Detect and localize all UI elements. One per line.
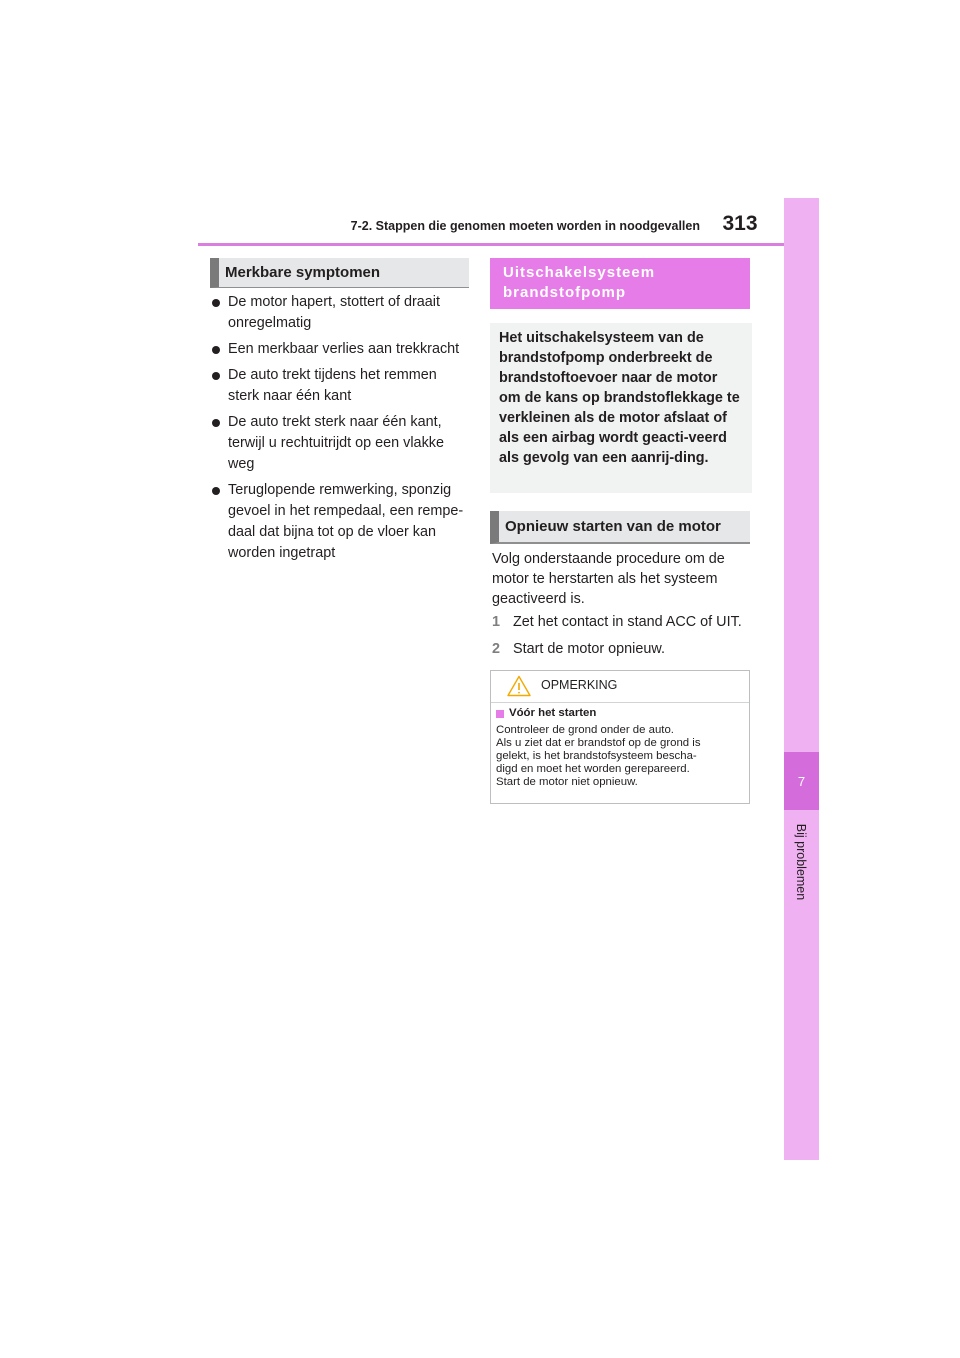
step-text: Zet het contact in stand ACC of UIT.	[513, 614, 742, 630]
step-item	[492, 639, 750, 659]
header-title: 7-2. Stappen die genomen moeten worden in noodgevallen	[350, 219, 700, 233]
notice-subheading-text: Vóór het starten	[509, 707, 597, 719]
notice-line: digd en moet het worden gerepareerd.	[496, 763, 690, 775]
notice-line: Controleer de grond onder de auto.	[496, 724, 674, 736]
list-item-text: De auto trekt tijdens het remmen sterk naar één kant	[228, 367, 437, 404]
notice-line: Als u ziet dat er brandstof op de grond is	[496, 737, 701, 749]
section-heading-restart-text: Opnieuw starten van de motor	[505, 518, 721, 535]
step-number: 1	[492, 614, 501, 630]
bullet-icon	[212, 299, 220, 307]
list-item	[211, 292, 471, 334]
info-box-text: Het uitschakelsysteem van de brandstofpomp onderbreekt de brandstoftoevoer naar de motor om de kans op brandstoflekkage te verkleinen als de motor afslaat of als een airbag wordt geacti-veerd als gevolg van een aanrij-ding.	[499, 330, 740, 466]
list-item	[211, 365, 471, 407]
step-text: Start de motor opnieuw.	[513, 641, 665, 657]
list-item-text: De motor hapert, stottert of draait onregelmatig	[228, 294, 440, 331]
section-heading-symptoms-text: Merkbare symptomen	[225, 264, 381, 281]
list-item-text: Teruglopende remwerking, sponzig gevoel in het rempedaal, een rempe-daal dat bijna tot op de vloer kan worden ingetrapt	[228, 482, 464, 561]
list-item	[211, 480, 471, 564]
list-item	[211, 339, 471, 360]
section-heading-fuel-pump-line2: brandstofpomp	[503, 284, 626, 301]
page-number: 313	[722, 212, 758, 235]
step-item	[492, 612, 750, 632]
restart-steps	[492, 612, 750, 666]
restart-intro: Volg onderstaande procedure om de motor te herstarten als het systeem geactiveerd is.	[492, 551, 725, 607]
warning-icon	[507, 675, 531, 697]
list-item	[211, 412, 471, 475]
info-box	[490, 323, 752, 493]
header-rule	[198, 243, 784, 246]
symptom-list	[211, 292, 471, 569]
notice-header	[491, 671, 749, 703]
bullet-icon	[212, 346, 220, 354]
bullet-icon	[212, 419, 220, 427]
notice-subheading	[496, 707, 749, 720]
notice-box	[490, 670, 750, 804]
square-bullet-icon	[496, 710, 504, 718]
list-item-text: De auto trekt sterk naar één kant, terwijl u rechtuitrijdt op een vlakke weg	[228, 414, 444, 472]
notice-line: Start de motor niet opnieuw.	[496, 776, 638, 788]
section-heading-fuel-pump	[490, 258, 750, 309]
step-number: 2	[492, 641, 501, 657]
list-item-text: Een merkbaar verlies aan trekkracht	[228, 341, 460, 357]
bullet-icon	[212, 372, 220, 380]
section-heading-fuel-pump-line1: Uitschakelsysteem	[503, 264, 656, 281]
side-tab	[784, 198, 819, 1160]
section-heading-symptoms	[210, 258, 469, 288]
notice-line: gelekt, is het brandstofsysteem bescha-	[496, 750, 697, 762]
section-heading-restart	[490, 511, 750, 544]
bullet-icon	[212, 487, 220, 495]
notice-title: OPMERKING	[541, 678, 618, 692]
chapter-number: 7	[784, 752, 819, 810]
notice-body	[491, 703, 749, 789]
chapter-label: Bij problemen	[794, 823, 808, 901]
